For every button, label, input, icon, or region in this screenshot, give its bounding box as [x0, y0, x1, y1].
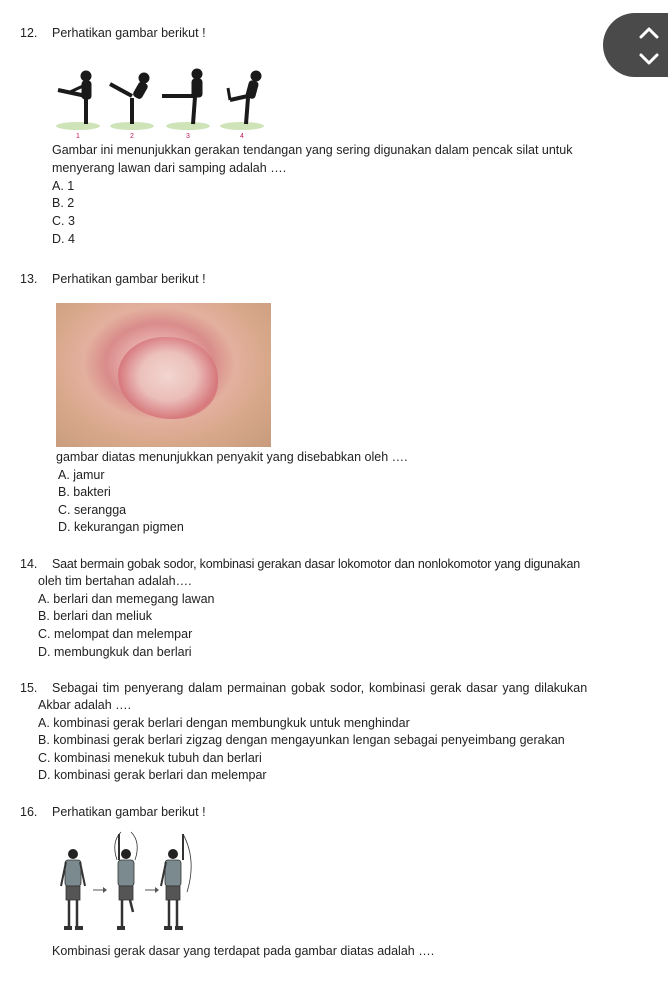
movement-figure-1 [61, 849, 85, 930]
question-13-prompt: Perhatikan gambar berikut ! [52, 272, 206, 286]
question-12-option-a[interactable]: A. 1 [52, 179, 75, 193]
question-12-option-d[interactable]: D. 4 [52, 232, 75, 246]
question-12-option-b[interactable]: B. 2 [52, 196, 75, 210]
question-15-body-line1: Sebagai tim penyerang dalam permainan gobak sodor, kombinasi gerak dasar yang dilakukan [52, 681, 588, 695]
skin-disease-photo [56, 303, 271, 447]
figure-label-4: 4 [240, 133, 244, 140]
chevron-down-icon[interactable] [637, 47, 661, 71]
question-12-body-line1: Gambar ini menunjukkan gerakan tendangan yang sering digunakan dalam pencak silat untuk [52, 143, 573, 157]
question-12-option-c[interactable]: C. 3 [52, 214, 75, 228]
movement-figure-3 [161, 834, 191, 930]
question-12-body-line2: menyerang lawan dari samping adalah …. [52, 161, 287, 175]
question-16-prompt: Perhatikan gambar berikut ! [52, 805, 206, 819]
figure-label-3: 3 [186, 133, 190, 140]
question-13-option-a[interactable]: A. jamur [58, 468, 105, 482]
question-13-number: 13. [20, 272, 38, 286]
question-14-body-line2: oleh tim bertahan adalah…. [38, 574, 192, 588]
question-13-option-b[interactable]: B. bakteri [58, 485, 111, 499]
kick-figure-2 [110, 73, 149, 124]
question-13-option-c[interactable]: C. serangga [58, 503, 127, 517]
question-15-body-line2: Akbar adalah …. [38, 698, 132, 712]
question-13-option-d[interactable]: D. kekurangan pigmen [58, 520, 184, 534]
question-16-number: 16. [20, 805, 38, 819]
figure-label-2: 2 [130, 133, 134, 140]
question-14-option-d[interactable]: D. membungkuk dan berlari [38, 645, 192, 659]
kick-figures-illustration [50, 66, 270, 142]
question-14-option-a[interactable]: A. berlari dan memegang lawan [38, 592, 215, 606]
question-14-option-c[interactable]: C. melompat dan melempar [38, 627, 193, 641]
question-14-option-b[interactable]: B. berlari dan meliuk [38, 609, 152, 623]
kick-figure-1 [58, 71, 91, 124]
question-15-option-c[interactable]: C. kombinasi menekuk tubuh dan berlari [38, 751, 262, 765]
question-15-option-d[interactable]: D. kombinasi gerak berlari dan melempar [38, 768, 267, 782]
question-13-body: gambar diatas menunjukkan penyakit yang disebabkan oleh …. [56, 450, 408, 464]
kick-figure-3 [162, 69, 202, 124]
question-15-number: 15. [20, 681, 38, 695]
question-14-body-line1: Saat bermain gobak sodor, kombinasi gerakan dasar lokomotor dan nonlokomotor yang digunakan [52, 557, 580, 571]
chevron-up-icon[interactable] [637, 21, 661, 45]
question-12-number: 12. [20, 26, 38, 40]
question-15-option-a[interactable]: A. kombinasi gerak berlari dengan membungkuk untuk menghindar [38, 716, 410, 730]
movement-figure-2 [115, 832, 138, 930]
movement-sequence-illustration [55, 830, 200, 938]
question-12-prompt: Perhatikan gambar berikut ! [52, 26, 206, 40]
figure-label-1: 1 [76, 133, 80, 140]
question-14-number: 14. [20, 557, 38, 571]
question-16-body: Kombinasi gerak dasar yang terdapat pada gambar diatas adalah …. [52, 944, 435, 958]
question-15-option-b[interactable]: B. kombinasi gerak berlari zigzag dengan mengayunkan lengan sebagai penyeimbang gerakan [38, 733, 565, 747]
question-nav-widget [603, 13, 668, 77]
kick-figure-4 [228, 71, 261, 124]
